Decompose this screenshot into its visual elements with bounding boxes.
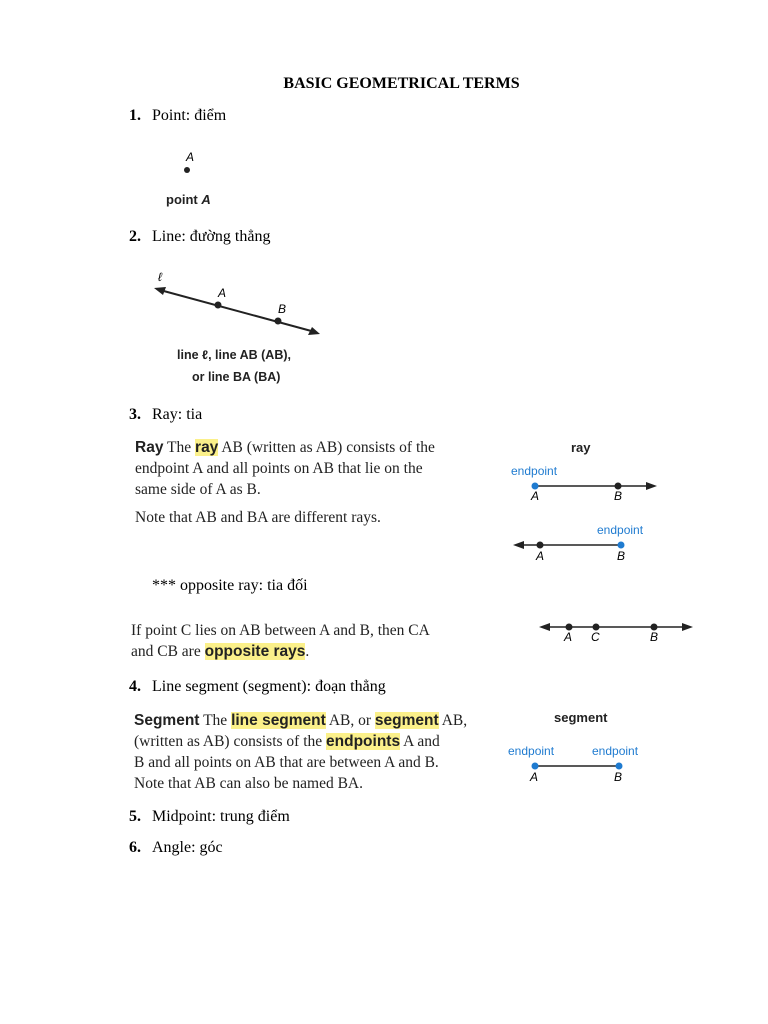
opposite-ray-definition: If point C lies on AB between A and B, then CA and CB are opposite rays. [131,622,430,660]
page-title: BASIC GEOMETRICAL TERMS [283,75,520,92]
segment-endpoint-b-label: endpoint [592,744,639,758]
item-number: 5. [129,808,141,825]
line-a-label: A [218,286,227,300]
term-angle [129,839,223,857]
term-line [129,228,270,246]
ray2-b-label: B [617,549,626,563]
item-text: Point: điểm [152,107,227,124]
item-number: 4. [129,678,141,695]
item-number: 3. [129,406,141,423]
opposite-ray-drawing [535,614,700,650]
line-figure [150,268,325,393]
item-number: 2. [129,228,141,245]
opposite-ray-figure [535,614,700,650]
ray-figure-title: ray [571,440,591,455]
term-midpoint [129,808,290,826]
segment-figure-title: segment [554,710,608,725]
opposite-ray-note: *** opposite ray: tia đối [152,577,308,594]
point-figure [160,150,240,212]
opp-c-label: C [591,630,600,644]
ray1-a-label: A [531,489,540,503]
term-ray [129,406,202,424]
ray1-b-label: B [614,489,623,503]
opp-b-label: B [650,630,659,644]
ray2-a-label: A [536,549,545,563]
line-b-label: B [278,302,287,316]
item-text: Ray: tia [152,406,203,423]
ray-figure [505,438,665,568]
item-text: Line: đường thẳng [152,228,271,245]
segment-endpoint-a-label: endpoint [508,744,555,758]
line-ell-label: ℓ [158,270,162,284]
line-drawing [150,268,325,338]
point-caption: point A [166,192,211,207]
line-caption-1: line ℓ, line AB (AB), [177,348,291,362]
ray1-endpoint-label: endpoint [511,464,558,478]
segment-drawing [505,710,655,790]
ray2-endpoint-label: endpoint [597,523,644,537]
segment-a-label: A [530,770,539,784]
term-segment [129,678,386,696]
segment-figure [505,710,655,790]
point-dot [184,167,190,173]
item-text: Line segment (segment): đoạn thẳng [152,678,386,695]
ray-drawings [505,438,665,568]
line-caption-2: or line BA (BA) [192,370,281,384]
point-label: A [186,150,195,164]
term-point [129,107,226,125]
item-number: 1. [129,107,141,124]
segment-b-label: B [614,770,623,784]
opp-a-label: A [564,630,573,644]
ray-definition: Ray The ray AB (written as AB) consists of the endpoint A and all points on AB that lie on the same side of A as B. Note that AB and BA are different rays. [135,439,435,526]
segment-definition: Segment The line segment AB, or segment AB, (written as AB) consists of the endpoints A and B and all points on AB that are between A and B. Note that AB can also be named BA. [134,712,468,792]
item-number: 6. [129,839,141,856]
item-text: Angle: góc [152,839,223,856]
item-text: Midpoint: trung điểm [152,808,290,825]
